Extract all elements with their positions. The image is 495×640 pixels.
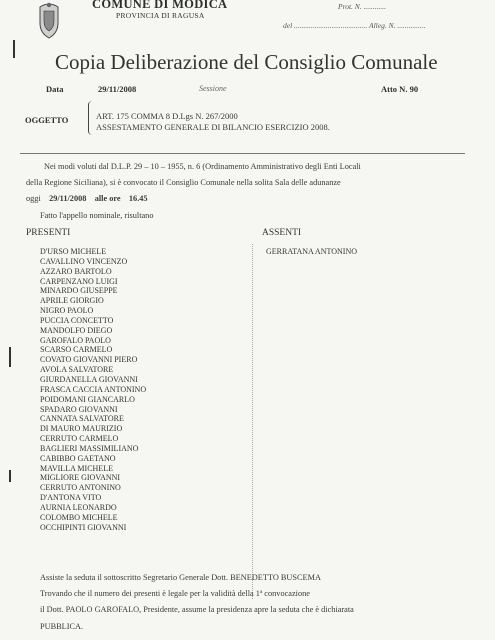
presenti-name: COLOMBO MICHELE: [40, 512, 118, 522]
presenti-name: MANDOLFO DIEGO: [40, 325, 113, 335]
intro-line-3: [26, 194, 148, 203]
presenti-name: BAGLIERI MASSIMILIANO: [40, 443, 139, 453]
presenti-name: AURNIA LEONARDO: [40, 502, 117, 512]
footer-line-3: [40, 605, 354, 614]
presenti-name: PUCCIA CONCETTO: [40, 315, 114, 325]
oggetto-label: OGGETTO: [25, 115, 69, 125]
presenti-name: CABIBBO GAETANO: [40, 453, 116, 463]
footer-line-1-text: Assiste la seduta il sottoscritto Segretario Generale Dott.: [40, 573, 229, 582]
document-title: Copia Deliberazione del Consiglio Comunale: [55, 50, 438, 74]
presenti-name: D'ANTONA VITO: [40, 493, 102, 503]
presenti-name: DI MAURO MAURIZIO: [40, 424, 123, 434]
assenti-heading: ASSENTI: [262, 228, 302, 238]
presenti-name: CERRUTO ANTONINO: [40, 483, 121, 493]
oggetto-line-2: ASSESTAMENTO GENERALE DI BILANCIO ESERCIZIO 2008.: [96, 122, 330, 132]
presenti-name: CERRUTO CARMELO: [40, 434, 119, 444]
atto-number: Atto N. 90: [381, 84, 419, 94]
footer-line-2: Trovando che il numero dei presenti è legale per la validità della 1ª convocazione: [40, 589, 310, 598]
appello-text: Fatto l'appello nominale, risultano: [40, 211, 154, 220]
alle-ore-label: alle ore: [94, 194, 121, 203]
presenti-name: SPADARO GIOVANNI: [40, 404, 118, 414]
assenti-list: [266, 247, 357, 257]
intro-line-2: della Regione Siciliana), si è convocato il Consiglio Comunale nella solita Sala delle adunanze: [26, 178, 341, 187]
presenti-name: SCARSO CARMELO: [40, 345, 113, 355]
presenti-name: CANNATA SALVATORE: [40, 414, 124, 424]
margin-mark: [9, 470, 11, 482]
footer-line-3-text: il Dott.: [40, 605, 64, 614]
footer-line-1: [40, 573, 321, 582]
session-date: 29/11/2008: [49, 194, 87, 203]
presenti-name: POIDOMANI GIANCARLO: [40, 394, 135, 404]
presenti-name: OCCHIPINTI GIOVANNI: [40, 522, 127, 532]
provincia-name: PROVINCIA DI RAGUSA: [116, 11, 205, 20]
secretary-name: BENEDETTO BUSCEMA: [230, 573, 321, 582]
presenti-name: CARPENZANO LUIGI: [40, 276, 118, 286]
sessione-label: Sessione: [199, 84, 227, 93]
footer-line-3-rest: assume la presidenza apre la seduta che è dichiarata: [182, 605, 354, 614]
data-value: 29/11/2008: [98, 84, 137, 94]
prot-field: Prot. N. ............: [338, 2, 387, 11]
presenti-name: AVOLA SALVATORE: [40, 365, 114, 375]
separator-rule: [20, 153, 465, 154]
presenti-name: COVATO GIOVANNI PIERO: [40, 355, 138, 365]
session-time: 16.45: [128, 194, 148, 203]
del-field: del .......................................: [283, 21, 368, 30]
oggetto-line-1: ART. 175 COMMA 8 D.Lgs N. 267/2000: [96, 111, 238, 121]
presenti-name: MAVILLA MICHELE: [40, 463, 113, 473]
column-divider: [252, 244, 253, 599]
presenti-name: GAROFALO PAOLO: [40, 335, 111, 345]
alleg-field: Alleg. N. ...............: [369, 21, 426, 30]
presenti-name: NIGRO PAOLO: [40, 306, 94, 316]
intro-line-1: Nei modi voluti dal D.L.P. 29 – 10 – 1955, n. 6 (Ordinamento Amministrativo degli Enti Locali: [44, 162, 361, 171]
coat-of-arms-icon: [36, 1, 62, 39]
margin-mark: [13, 40, 15, 58]
footer-line-4: PUBBLICA.: [40, 622, 84, 631]
assenti-name: GERRATANA ANTONINO: [266, 247, 357, 256]
president-name: PAOLO GAROFALO, Presidente,: [65, 605, 180, 614]
presenti-name: MINARDO GIUSEPPE: [40, 286, 118, 296]
presenti-name: AZZARO BARTOLO: [40, 266, 112, 276]
presenti-name: MIGLIORE GIOVANNI: [40, 473, 121, 483]
oggi-label: oggi: [26, 194, 41, 203]
presenti-name: CAVALLINO VINCENZO: [40, 256, 128, 266]
comune-name: COMUNE DI MODICA: [92, 0, 228, 11]
presenti-list: [40, 247, 146, 532]
presenti-name: GIURDANELLA GIOVANNI: [40, 374, 138, 384]
presenti-name: FRASCA CACCIA ANTONINO: [40, 384, 147, 394]
oggetto-brace: [88, 101, 95, 135]
presenti-name: APRILE GIORGIO: [40, 296, 104, 306]
presenti-heading: PRESENTI: [26, 228, 71, 238]
presenti-name: D'URSO MICHELE: [40, 247, 107, 256]
margin-mark: [9, 347, 11, 367]
data-label: Data: [46, 84, 64, 94]
